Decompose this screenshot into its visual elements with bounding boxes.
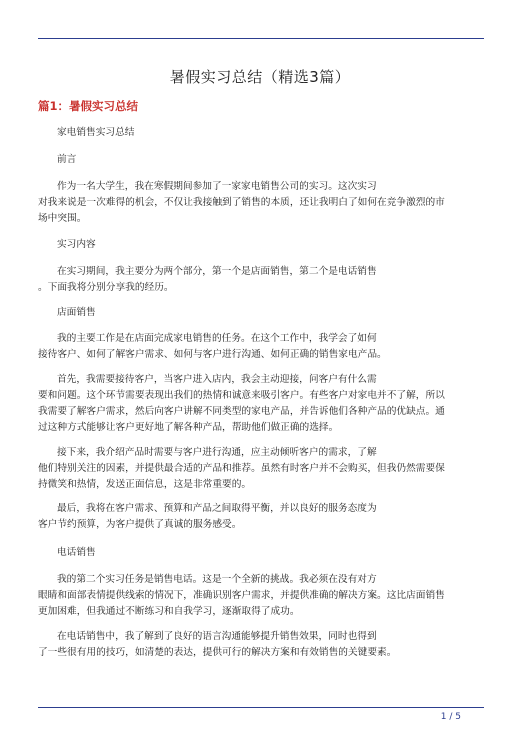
- paragraph-line: 要和问题。这个环节需要表现出我们的热情和诚意来吸引客户。有些客户对家电并不了解，所以: [38, 390, 445, 401]
- paragraph-line: 接待客户、如何了解客户需求、如何与客户进行沟通、如何正确的销售家电产品。: [38, 349, 387, 360]
- paragraph: [38, 331, 486, 363]
- paragraph-line: 更加困难，但我通过不断练习和自我学习，逐渐取得了成功。: [38, 606, 300, 617]
- paragraph-line: 首先，我需要接待客户，当客户进入店内，我会主动迎接，问客户有什么需: [57, 374, 377, 385]
- paragraph-line: 客户节约预算，为客户提供了真诚的服务感受。: [38, 519, 242, 530]
- paragraph-line: 他们特别关注的因素，并提供最合适的产品和推荐。虽然有时客户并不会购买，但我仍然需要保: [38, 463, 445, 474]
- paragraph-line: 实习内容: [57, 239, 96, 250]
- paragraph: [38, 545, 486, 561]
- paragraph-line: 电话销售: [57, 547, 96, 558]
- paragraph: [38, 445, 486, 493]
- paragraph-line: 我需要了解客户需求，然后向客户讲解不同类型的家电产品，并告诉他们各种产品的优缺点。通: [38, 406, 445, 417]
- paragraph: [38, 572, 486, 620]
- page-number: 1 / 5: [440, 712, 461, 722]
- paragraph-line: 场中突围。: [38, 213, 87, 224]
- paragraph-line: 持微笑和热情，发送正面信息，这是非常重要的。: [38, 479, 252, 490]
- paragraph: [38, 152, 486, 168]
- footer-rule: [38, 707, 484, 708]
- paragraph: [38, 305, 486, 321]
- paragraph: [38, 179, 486, 227]
- paragraph-line: 我的第二个实习任务是销售电话。这是一个全新的挑战。我必须在没有对方: [57, 574, 377, 585]
- paragraph-line: 接下来，我介绍产品时需要与客户进行沟通，应主动倾听客户的需求，了解: [57, 447, 377, 458]
- paragraph-line: 我的主要工作是在店面完成家电销售的任务。在这个工作中，我学会了如何: [57, 333, 377, 344]
- paragraph-line: 最后，我将在客户需求、预算和产品之间取得平衡，并以良好的服务态度为: [57, 503, 377, 514]
- paragraph-line: 作为一名大学生，我在寒假期间参加了一家家电销售公司的实习。这次实习: [57, 181, 377, 192]
- paragraph: [38, 237, 486, 253]
- paragraph: [38, 372, 486, 436]
- paragraph-line: 在电话销售中，我了解到了良好的语言沟通能够提升销售效果，同时也得到: [57, 631, 377, 642]
- paragraph: [38, 264, 486, 296]
- header-rule: [38, 38, 484, 39]
- paragraph-line: 。下面我将分别分享我的经历。: [38, 282, 174, 293]
- paragraph: [38, 125, 486, 141]
- section-heading: 篇1：暑假实习总结: [38, 99, 139, 113]
- paragraph-line: 过这种方式能够让客户更好地了解各种产品，帮助他们做正确的选择。: [38, 422, 339, 433]
- paragraph-line: 对我来说是一次难得的机会，不仅让我接触到了销售的本质，还让我明白了如何在竞争激烈的市: [38, 197, 445, 208]
- paragraph-line: 在实习期间，我主要分为两个部分，第一个是店面销售，第二个是电话销售: [57, 266, 377, 277]
- paragraph-line: 店面销售: [57, 307, 96, 318]
- paragraph-line: 了一些很有用的技巧，如清楚的表达，提供可行的解决方案和有效销售的关键要素。: [38, 647, 397, 658]
- paragraph: [38, 629, 486, 661]
- paragraph: [38, 501, 486, 533]
- paragraph-line: 眼睛和面部表情提供线索的情况下，准确识别客户需求，并提供准确的解决方案。这比店面销售: [38, 590, 445, 601]
- paragraph-line: 前言: [57, 154, 77, 165]
- document-title: 暑假实习总结（精选3篇）: [169, 68, 351, 86]
- paragraph-line: 家电销售实习总结: [57, 127, 135, 138]
